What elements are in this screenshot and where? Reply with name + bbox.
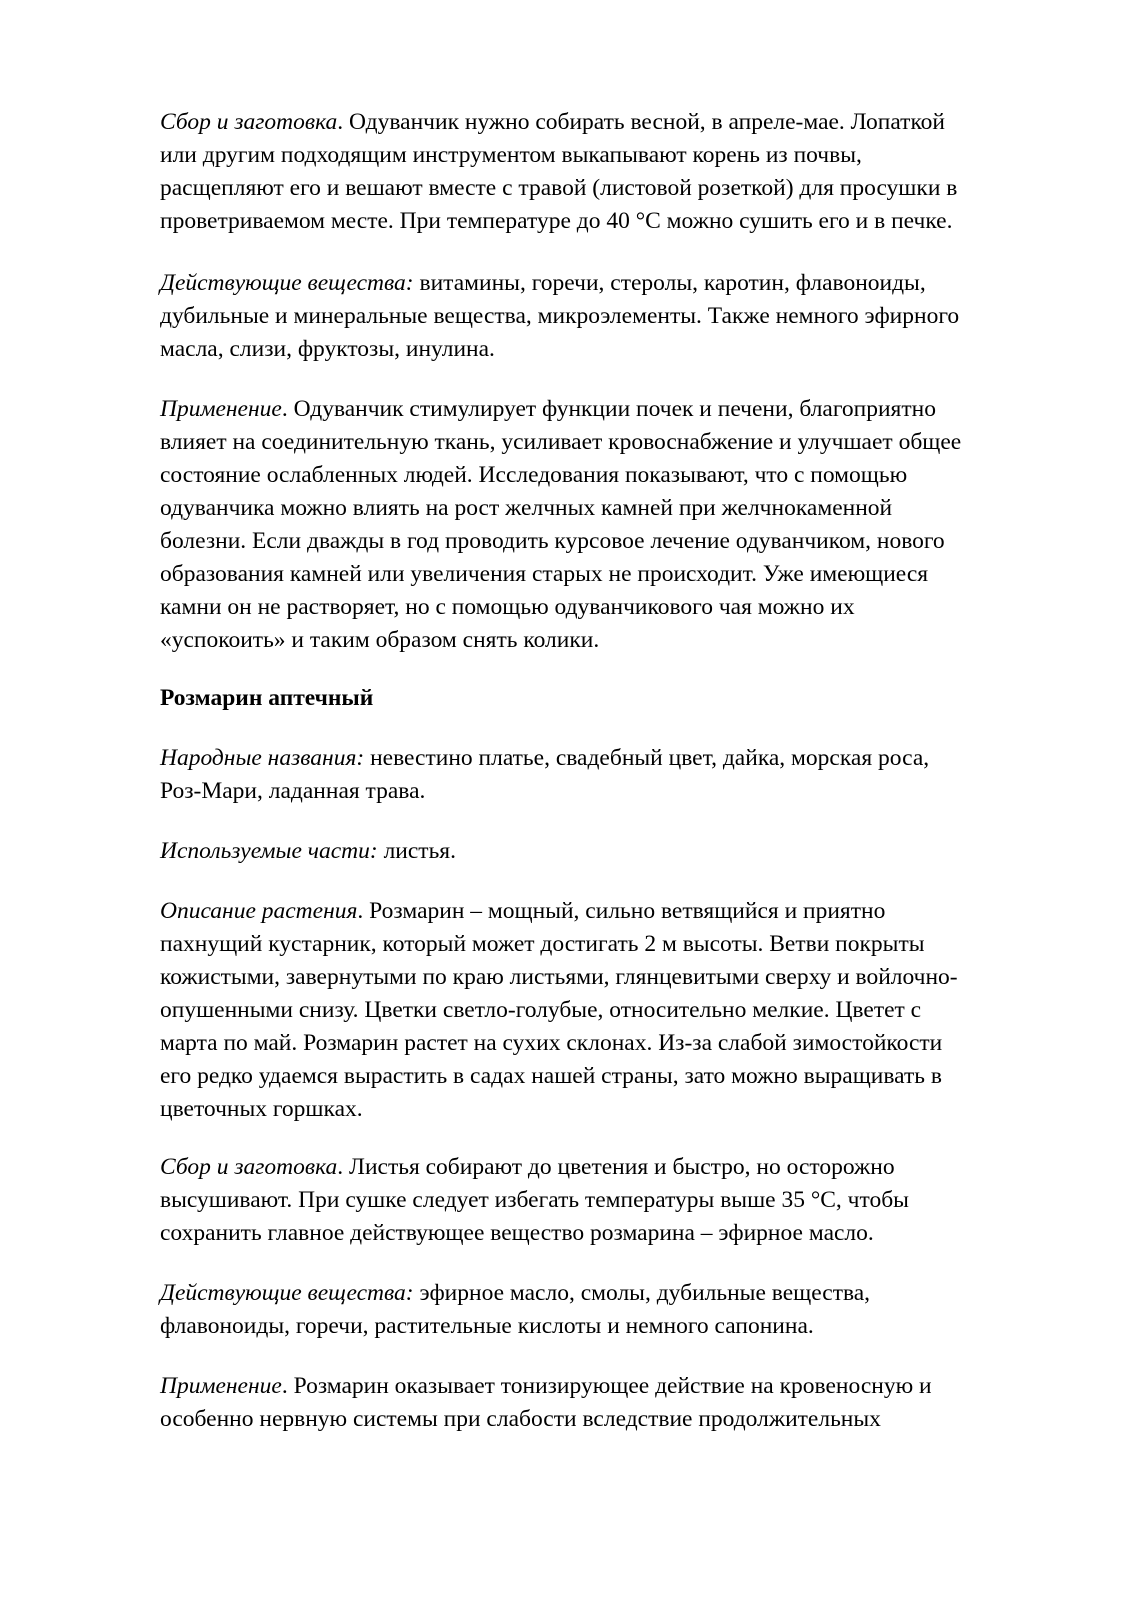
paragraph-text: эфирное масло, смолы, дубильные вещества, <box>413 1280 871 1306</box>
text-line: цветочных горшках. <box>160 1096 363 1122</box>
paragraph-text: . Одуванчик нужно собирать весной, в апреле-мае. Лопаткой <box>337 109 945 135</box>
text-line: флавоноиды, горечи, растительные кислоты и немного сапонина. <box>160 1313 814 1339</box>
paragraph-usage-dandelion <box>160 393 1040 657</box>
paragraph-collection-dandelion <box>160 106 1040 238</box>
text-line: или другим подходящим инструментом выкапывают корень из почвы, <box>160 142 862 168</box>
paragraph-usage-rosemary <box>160 1370 1040 1436</box>
section-heading <box>160 682 1040 715</box>
text-line: масла, слизи, фруктозы, инулина. <box>160 336 495 362</box>
paragraph-text: . Листья собирают до цветения и быстро, но осторожно <box>337 1154 895 1180</box>
text-line: кожистыми, завернутыми по краю листьями, глянцевитыми сверху и войлочно- <box>160 964 958 990</box>
paragraph-lead: Применение <box>160 396 282 422</box>
paragraph-folk-names <box>160 742 1040 808</box>
text-line <box>160 393 1040 426</box>
paragraph-text: невестино платье, свадебный цвет, дайка, морская роса, <box>364 745 930 771</box>
paragraph-text: . Розмарин оказывает тонизирующее действие на кровеносную и <box>281 1373 932 1399</box>
paragraph-text: листья. <box>377 838 456 864</box>
text-line <box>160 1277 1040 1310</box>
text-line: состояние ослабленных людей. Исследования показывают, что с помощью <box>160 462 908 488</box>
paragraph-active-substances-dandelion <box>160 267 1040 366</box>
paragraph-lead: Используемые части: <box>160 838 378 864</box>
paragraph-collection-rosemary <box>160 1151 1040 1250</box>
text-line: дубильные и минеральные вещества, микроэлементы. Также немного эфирного <box>160 303 960 329</box>
text-line <box>160 267 1040 300</box>
paragraph-used-parts <box>160 835 1040 868</box>
heading-text: Розмарин аптечный <box>160 685 374 711</box>
paragraph-lead: Народные названия: <box>160 745 365 771</box>
paragraph-lead: Сбор и заготовка <box>160 1154 338 1180</box>
paragraph-plant-description <box>160 895 1040 1126</box>
text-line: сохранить главное действующее вещество розмарина – эфирное масло. <box>160 1220 874 1246</box>
paragraph-lead: Описание растения <box>160 898 358 924</box>
text-line: высушивают. При сушке следует избегать температуры выше 35 °С, чтобы <box>160 1187 909 1213</box>
text-line: особенно нервную системы при слабости вследствие продолжительных <box>160 1406 881 1432</box>
text-line: проветриваемом месте. При температуре до 40 °С можно сушить его и в печке. <box>160 208 953 234</box>
text-line <box>160 895 1040 928</box>
text-line: марта по май. Розмарин растет на сухих склонах. Из-за слабой зимостойкости <box>160 1030 943 1056</box>
paragraph-lead: Действующие вещества: <box>160 1280 414 1306</box>
paragraph-text: витамины, горечи, стеролы, каротин, флавоноиды, <box>413 270 926 296</box>
text-line: влияет на соединительную ткань, усиливает кровоснабжение и улучшает общее <box>160 429 962 455</box>
text-line: «успокоить» и таким образом снять колики. <box>160 627 600 653</box>
paragraph-active-substances-rosemary <box>160 1277 1040 1343</box>
text-line: одуванчика можно влиять на рост желчных камней при желчнокаменной <box>160 495 893 521</box>
text-line <box>160 742 1040 775</box>
text-line <box>160 106 1040 139</box>
text-line: пахнущий кустарник, который может достигать 2 м высоты. Ветви покрыты <box>160 931 925 957</box>
text-line <box>160 1151 1040 1184</box>
paragraph-lead: Действующие вещества: <box>160 270 414 296</box>
paragraph-lead: Сбор и заготовка <box>160 109 338 135</box>
text-line: болезни. Если дважды в год проводить курсовое лечение одуванчиком, нового <box>160 528 945 554</box>
text-line <box>160 835 1040 868</box>
paragraph-text: . Одуванчик стимулирует функции почек и печени, благоприятно <box>281 396 936 422</box>
text-line <box>160 1370 1040 1403</box>
text-line: Роз-Мари, ладанная трава. <box>160 778 426 804</box>
text-line: расщепляют его и вешают вместе с травой (листовой розеткой) для просушки в <box>160 175 958 201</box>
text-line: камни он не растворяет, но с помощью одуванчикового чая можно их <box>160 594 855 620</box>
text-line: его редко удаемся вырастить в садах нашей страны, зато можно выращивать в <box>160 1063 942 1089</box>
text-line: образования камней или увеличения старых не происходит. Уже имеющиеся <box>160 561 929 587</box>
paragraph-lead: Применение <box>160 1373 282 1399</box>
text-line: опушенными снизу. Цветки светло-голубые, относительно мелкие. Цветет с <box>160 997 922 1023</box>
paragraph-text: . Розмарин – мощный, сильно ветвящийся и приятно <box>357 898 886 924</box>
